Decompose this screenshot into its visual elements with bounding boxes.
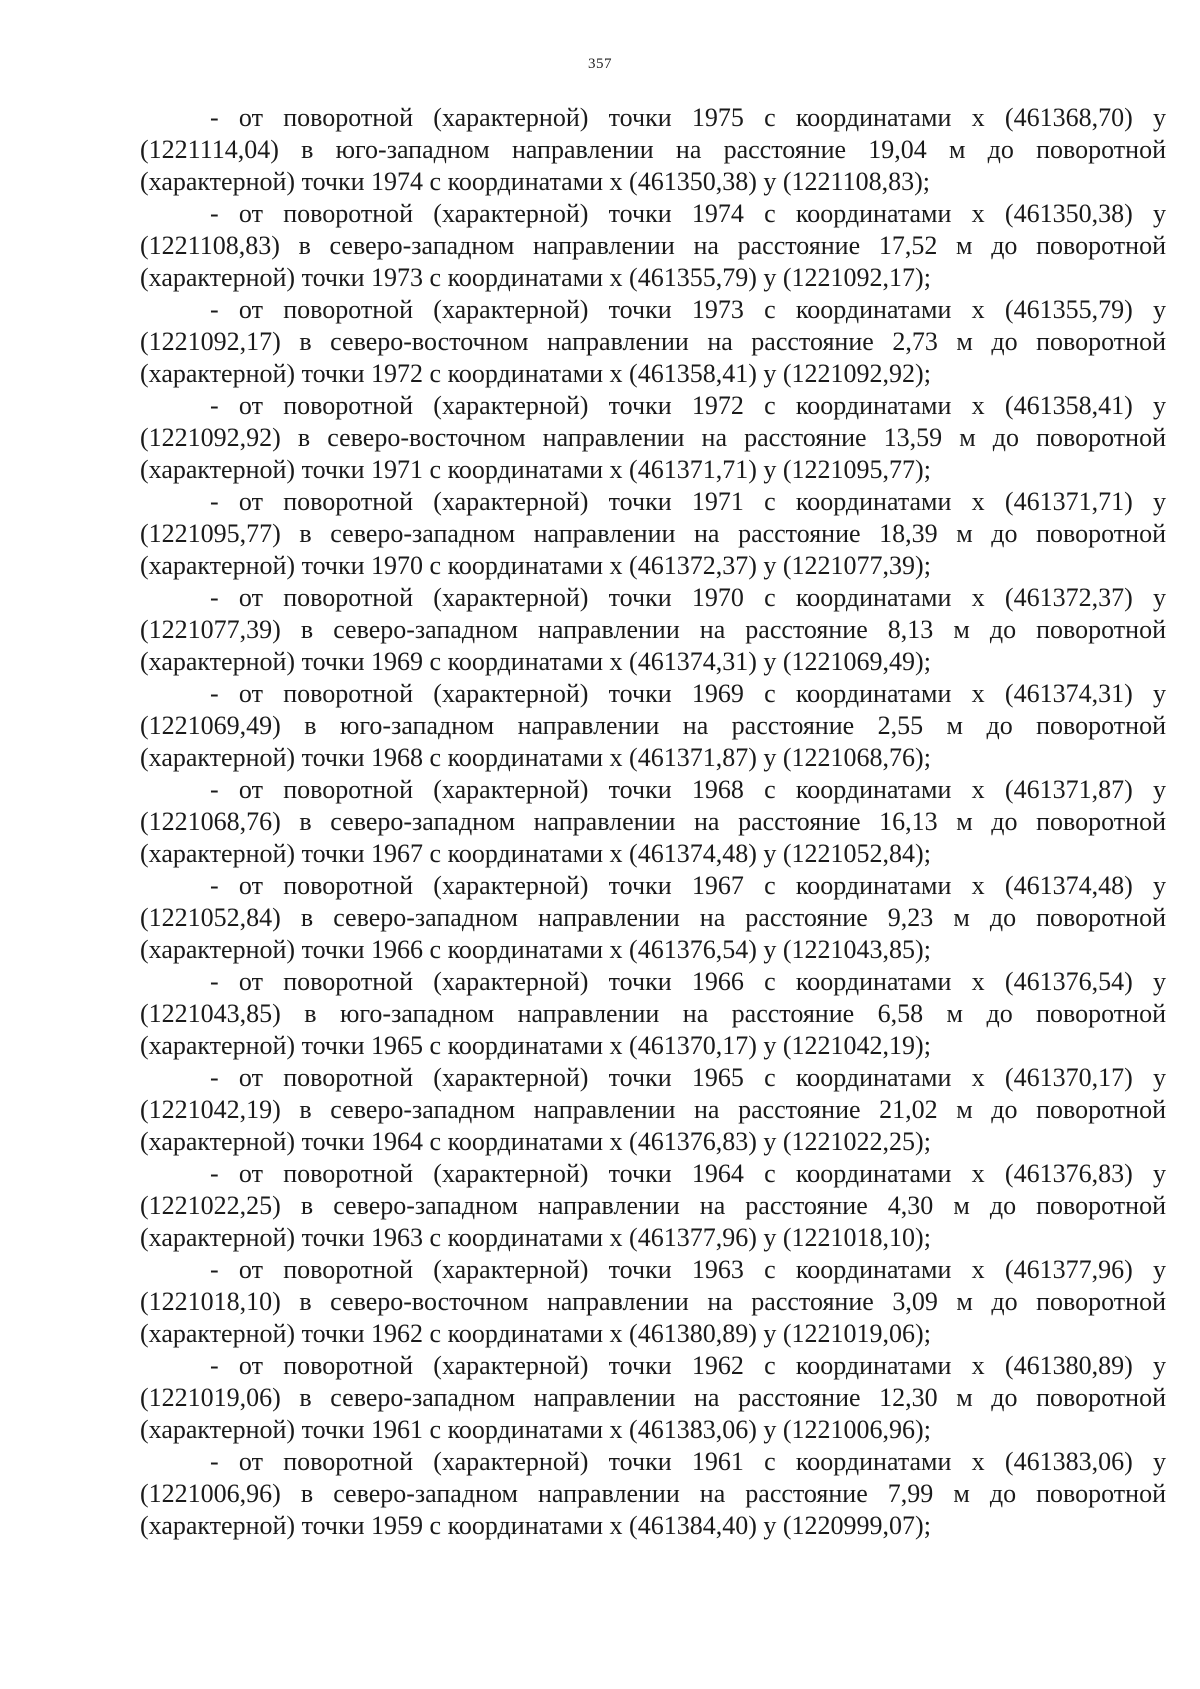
paragraph-point-1963: - от поворотной (характерной) точки 1963 с координатами x (461377,96) y (1221018,10) в северо-восточном направлении на расстояние 3,09 м до поворотной (характерной) точки 1962 с координатами x (461380,89) y (1221019,06); — [140, 1255, 1166, 1348]
paragraph-point-1966: - от поворотной (характерной) точки 1966 с координатами x (461376,54) y (1221043,85) в юго-западном направлении на расстояние 6,58 м до поворотной (характерной) точки 1965 с координатами x (461370,17) y (1221042,19); — [140, 967, 1166, 1060]
paragraph-point-1975: - от поворотной (характерной) точки 1975 с координатами x (461368,70) y (1221114,04) в юго-западном направлении на расстояние 19,04 м до поворотной (характерной) точки 1974 с координатами x (461350,38) y (1221108,83); — [140, 103, 1166, 196]
paragraph-point-1971: - от поворотной (характерной) точки 1971 с координатами x (461371,71) y (1221095,77) в северо-западном направлении на расстояние 18,39 м до поворотной (характерной) точки 1970 с координатами x (461372,37) y (1221077,39); — [140, 487, 1166, 580]
paragraph-point-1962: - от поворотной (характерной) точки 1962 с координатами x (461380,89) y (1221019,06) в северо-западном направлении на расстояние 12,30 м до поворотной (характерной) точки 1961 с координатами x (461383,06) y (1221006,96); — [140, 1351, 1166, 1444]
paragraph-point-1967: - от поворотной (характерной) точки 1967 с координатами x (461374,48) y (1221052,84) в северо-западном направлении на расстояние 9,23 м до поворотной (характерной) точки 1966 с координатами x (461376,54) y (1221043,85); — [140, 871, 1166, 964]
body-text — [140, 102, 1166, 1542]
page-number: 357 — [588, 56, 612, 72]
paragraph-point-1968: - от поворотной (характерной) точки 1968 с координатами x (461371,87) y (1221068,76) в северо-западном направлении на расстояние 16,13 м до поворотной (характерной) точки 1967 с координатами x (461374,48) y (1221052,84); — [140, 775, 1166, 868]
paragraph-point-1965: - от поворотной (характерной) точки 1965 с координатами x (461370,17) y (1221042,19) в северо-западном направлении на расстояние 21,02 м до поворотной (характерной) точки 1964 с координатами x (461376,83) y (1221022,25); — [140, 1063, 1166, 1156]
paragraph-point-1961: - от поворотной (характерной) точки 1961 с координатами x (461383,06) y (1221006,96) в северо-западном направлении на расстояние 7,99 м до поворотной (характерной) точки 1959 с координатами x (461384,40) y (1220999,07); — [140, 1447, 1166, 1540]
paragraph-point-1964: - от поворотной (характерной) точки 1964 с координатами x (461376,83) y (1221022,25) в северо-западном направлении на расстояние 4,30 м до поворотной (характерной) точки 1963 с координатами x (461377,96) y (1221018,10); — [140, 1159, 1166, 1252]
paragraph-point-1972: - от поворотной (характерной) точки 1972 с координатами x (461358,41) y (1221092,92) в северо-восточном направлении на расстояние 13,59 м до поворотной (характерной) точки 1971 с координатами x (461371,71) y (1221095,77); — [140, 391, 1166, 484]
paragraph-point-1970: - от поворотной (характерной) точки 1970 с координатами x (461372,37) y (1221077,39) в северо-западном направлении на расстояние 8,13 м до поворотной (характерной) точки 1969 с координатами x (461374,31) y (1221069,49); — [140, 583, 1166, 676]
paragraph-point-1974: - от поворотной (характерной) точки 1974 с координатами x (461350,38) y (1221108,83) в северо-западном направлении на расстояние 17,52 м до поворотной (характерной) точки 1973 с координатами x (461355,79) y (1221092,17); — [140, 199, 1166, 292]
paragraph-point-1969: - от поворотной (характерной) точки 1969 с координатами x (461374,31) y (1221069,49) в юго-западном направлении на расстояние 2,55 м до поворотной (характерной) точки 1968 с координатами x (461371,87) y (1221068,76); — [140, 679, 1166, 772]
paragraph-point-1973: - от поворотной (характерной) точки 1973 с координатами x (461355,79) y (1221092,17) в северо-восточном направлении на расстояние 2,73 м до поворотной (характерной) точки 1972 с координатами x (461358,41) y (1221092,92); — [140, 295, 1166, 388]
